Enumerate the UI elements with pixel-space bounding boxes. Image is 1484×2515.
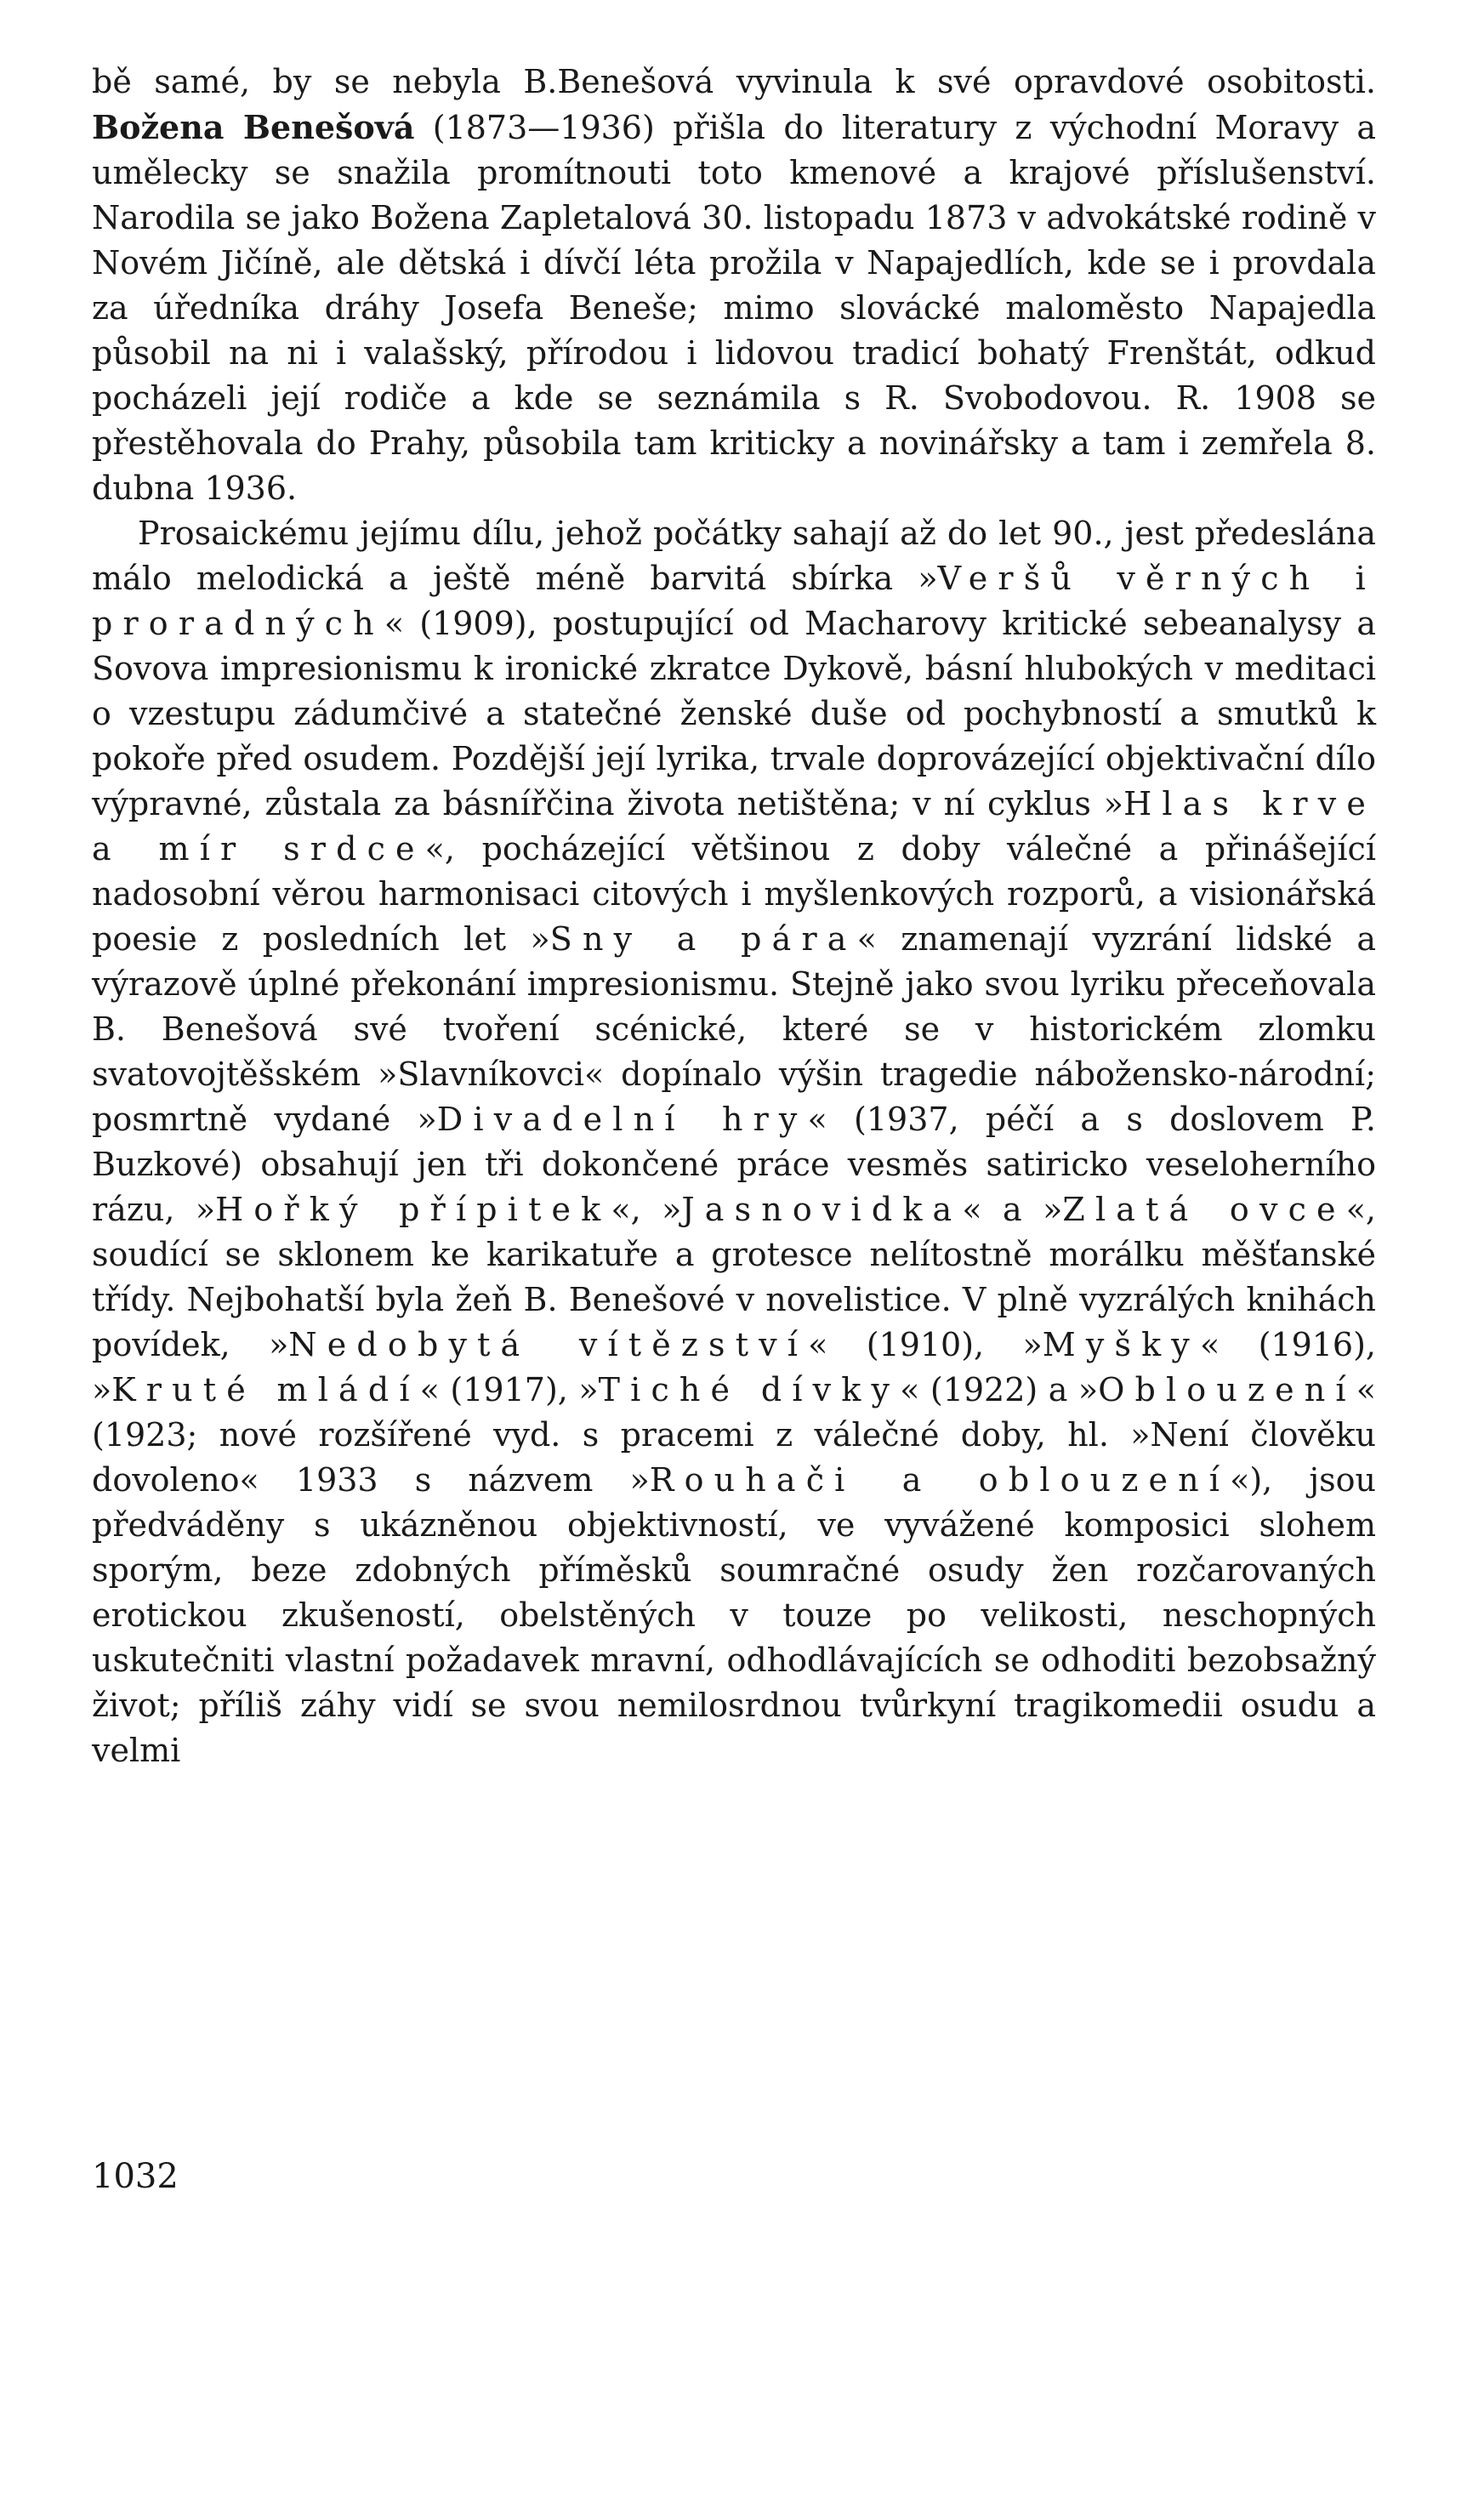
paragraph-2-text: « (1923; nové rozšířené vyd. s pracemi z válečné doby, hl. »Není člověku dovoleno« 1933 s názvem » (92, 1371, 1376, 1499)
work-title: Zlatá ovce (1062, 1191, 1346, 1228)
paragraph-2-text: « znamenají vyzrání lidské a výrazově úplné překonání impresionismu. Stejně jako svou lyriku přeceňovala B. Benešová své tvoření scénické, které se v historickém zlomku svatovojtěšském »Slavníkovci« dopínalo výšin tragedie nábožensko-národní; posmrtně vydané » (92, 920, 1376, 1138)
work-title: Myšky (1042, 1326, 1200, 1363)
paragraph-2-text: « (1910), » (808, 1326, 1043, 1363)
work-title: Divadelní hry (436, 1101, 808, 1138)
work-title: Oblouzení (1098, 1371, 1356, 1408)
paragraph-1-text: bě samé, by se nebyla B.Benešová vyvinula k své opravdové osobitosti. (92, 63, 1376, 100)
work-title: Kruté mládí (111, 1371, 420, 1408)
work-title: Hlas krve a mír srdce (92, 785, 1376, 868)
work-title: Hořký přípitek (215, 1191, 611, 1228)
paragraph-2-text: Prosaickému jejímu dílu, jehož počátky sahají až do let 90., jest předeslána málo melodická a ještě méně barvitá sbírka » (92, 515, 1376, 597)
work-title: Sny a pára (549, 920, 857, 958)
page-number: 1032 (92, 2157, 179, 2196)
paragraph-1-text: (1873—1936) přišla do literatury z východní Moravy a umělecky se snažila promítnouti toto kmenové a krajové příslušenství. Narodila se jako Božena Zapletalová 30. listopadu 1873 v advokátské rodině v Novém Jičíně, ale dětská i dívčí léta prožila v Napajedlích, kde se i provdala za úředníka dráhy Josefa Beneše; mimo slovácké maloměsto Napajedla působil na ni i valašský, přírodou i lidovou tradicí bohatý Frenštát, odkud pocházeli její rodiče a kde se seznámila s R. Svobodovou. R. 1908 se přestěhovala do Prahy, působila tam kriticky a novinářsky a tam i zemřela 8. dubna 1936. (92, 109, 1376, 507)
paragraph-2-text: « (1937, péčí a s doslovem P. Buzkové) obsahují jen tři dokončené práce vesměs satiricko veseloherního rázu, » (92, 1101, 1376, 1228)
body-text (92, 60, 1376, 1773)
paragraph-2-text: « a » (962, 1191, 1063, 1228)
paragraph-2-text: « (1917), » (419, 1371, 599, 1408)
work-title: Rouhači a oblouzení (649, 1461, 1231, 1499)
paragraph-2-text: « (1922) a » (900, 1371, 1099, 1408)
author-name: Božena Benešová (92, 108, 415, 146)
paragraph-1 (92, 60, 1376, 511)
paragraph-2 (92, 511, 1376, 1773)
work-title: Veršů věrných i proradných (92, 560, 1376, 642)
paragraph-2-text: «, soudící se sklonem ke karikatuře a grotesce nelítostně morálku měšťanské třídy. Nejbohatší byla žeň B. Benešové v novelistice. V plně vyzrálých knihách povídek, » (92, 1191, 1377, 1363)
paragraph-2-text: «, pocházející většinou z doby válečné a přinášející nadosobní věrou harmonisaci citových i myšlenkových rozporů, a visionářská poesie z posledních let » (92, 830, 1376, 958)
paragraph-2-text: «), jsou předváděny s ukázněnou objektivností, ve vyvážené komposici slohem sporým, beze zdobných příměsků soumračné osudy žen rozčarovaných erotickou zkušeností, obelstěných v touze po velikosti, neschopných uskutečniti vlastní požadavek mravní, odhodlávajících se odhoditi bezobsažný život; příliš záhy vidí se svou nemilosrdnou tvůrkyní tragikomedii osudu a velmi (92, 1461, 1376, 1769)
paragraph-2-text: «, » (611, 1191, 682, 1228)
paragraph-2-text: « (1916), » (92, 1326, 1377, 1408)
paragraph-2-text: « (1909), postupující od Macharovy kritické sebeanalysy a Sovova impresionismu k ironické zkratce Dykově, básní hlubokých v meditaci o vzestupu zádumčivé a statečné ženské duše od pochybností a smutků k pokoře před osudem. Pozdější její lyrika, trvale doprovázející objektivační dílo výpravné, zůstala za básnířčina života netištěna; v ní cyklus » (92, 605, 1376, 822)
work-title: Jasnovidka (681, 1191, 963, 1228)
work-title: Tiché dívky (598, 1371, 901, 1408)
work-title: Nedobytá vítězství (288, 1326, 809, 1363)
